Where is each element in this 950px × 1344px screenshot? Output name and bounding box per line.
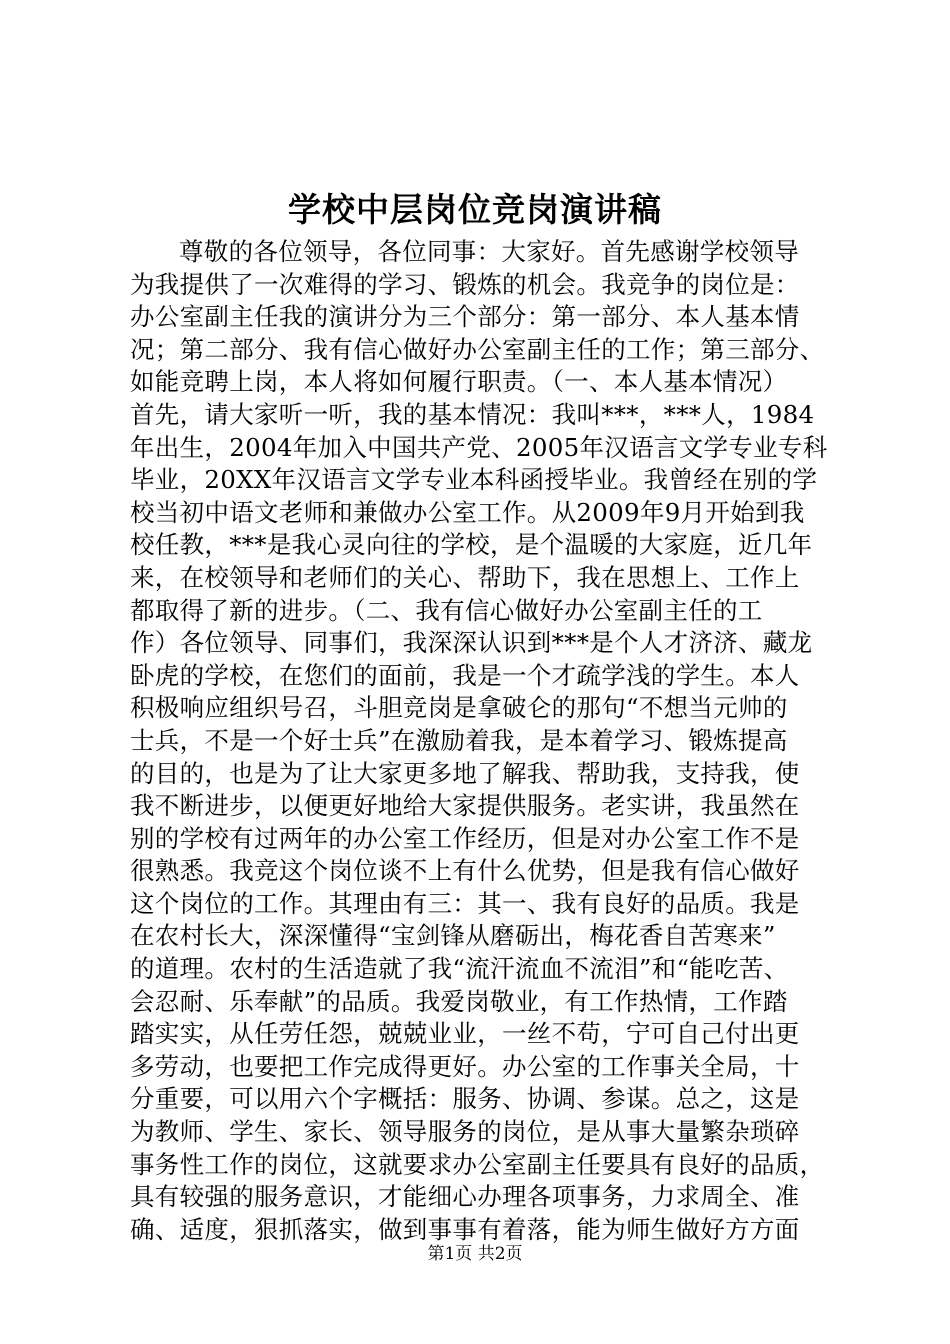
body-text-line: 办公室副主任我的演讲分为三个部分：第一部分、本人基本情 bbox=[130, 302, 800, 332]
body-text-line: 年出生，2004年加入中国共产党、2005年汉语言文学专业专科 bbox=[130, 432, 828, 462]
body-text-line: 毕业，20XX年汉语言文学专业本科函授毕业。我曾经在别的学 bbox=[130, 465, 818, 495]
body-text-line: 首先，请大家听一听，我的基本情况：我叫***，***人，1984 bbox=[130, 399, 815, 429]
body-text-line: 踏实实，从任劳任怨，兢兢业业，一丝不苟，宁可自己付出更 bbox=[130, 1019, 800, 1049]
body-text-line: 别的学校有过两年的办公室工作经历，但是对办公室工作不是 bbox=[130, 823, 800, 853]
body-text-line: 作）各位领导、同事们，我深深认识到***是个人才济济、藏龙 bbox=[130, 628, 813, 658]
body-text-line: 我不断进步，以便更好地给大家提供服务。老实讲，我虽然在 bbox=[130, 791, 800, 821]
document-body bbox=[130, 236, 842, 1246]
page-footer: 第1页 共2页 bbox=[427, 1244, 523, 1264]
body-text-line: 校任教，***是我心灵向往的学校，是个温暖的大家庭，近几年 bbox=[130, 530, 813, 560]
body-text-line: 士兵，不是一个好士兵”在激励着我，是本着学习、锻炼提高 bbox=[130, 725, 788, 755]
body-text-line: 为我提供了一次难得的学习、锻炼的机会。我竞争的岗位是： bbox=[130, 269, 800, 299]
body-text-line: 来，在校领导和老师们的关心、帮助下，我在思想上、工作上 bbox=[130, 562, 800, 592]
body-text-line: 如能竞聘上岗，本人将如何履行职责。（一、本人基本情况） bbox=[130, 367, 788, 397]
body-text-line: 校当初中语文老师和兼做办公室工作。从2009年9月开始到我 bbox=[130, 497, 805, 527]
body-text-line: 的目的，也是为了让大家更多地了解我、帮助我，支持我，使 bbox=[130, 758, 800, 788]
document-title: 学校中层岗位竞岗演讲稿 bbox=[288, 190, 662, 229]
body-text-line: 况；第二部分、我有信心做好办公室副主任的工作；第三部分、 bbox=[130, 334, 825, 364]
body-text-line: 都取得了新的进步。（二、我有信心做好办公室副主任的工 bbox=[130, 595, 763, 625]
body-text-line: 确、适度，狠抓落实，做到事事有着落，能为师生做好方方面 bbox=[130, 1214, 800, 1244]
body-text-line: 尊敬的各位领导，各位同事：大家好。首先感谢学校领导 bbox=[179, 237, 799, 266]
body-text-line: 多劳动，也要把工作完成得更好。办公室的工作事关全局，十 bbox=[130, 1051, 800, 1081]
body-text-line: 积极响应组织号召，斗胆竞岗是拿破仑的那句“不想当元帅的 bbox=[130, 693, 788, 723]
body-text-line: 的道理。农村的生活造就了我“流汗流血不流泪”和“能吃苦、 bbox=[130, 954, 789, 984]
body-text-line: 卧虎的学校，在您们的面前，我是一个才疏学浅的学生。本人 bbox=[130, 660, 800, 690]
body-text-line: 分重要，可以用六个字概括：服务、协调、参谋。总之，这是 bbox=[130, 1084, 800, 1114]
body-text-line: 会忍耐、乐奉献”的品质。我爱岗敬业，有工作热情，工作踏 bbox=[130, 986, 788, 1016]
body-text-line: 具有较强的服务意识，才能细心办理各项事务，力求周全、准 bbox=[130, 1182, 800, 1212]
body-text-line: 在农村长大，深深懂得“宝剑锋从磨砺出，梅花香自苦寒来” bbox=[130, 921, 776, 951]
body-text-line: 很熟悉。我竞这个岗位谈不上有什么优势，但是我有信心做好 bbox=[130, 856, 800, 886]
body-text-line: 为教师、学生、家长、领导服务的岗位，是从事大量繁杂琐碎 bbox=[130, 1117, 800, 1147]
body-text-line: 事务性工作的岗位，这就要求办公室副主任要具有良好的品质， bbox=[130, 1149, 825, 1179]
body-text-line: 这个岗位的工作。其理由有三：其一、我有良好的品质。我是 bbox=[130, 888, 800, 918]
